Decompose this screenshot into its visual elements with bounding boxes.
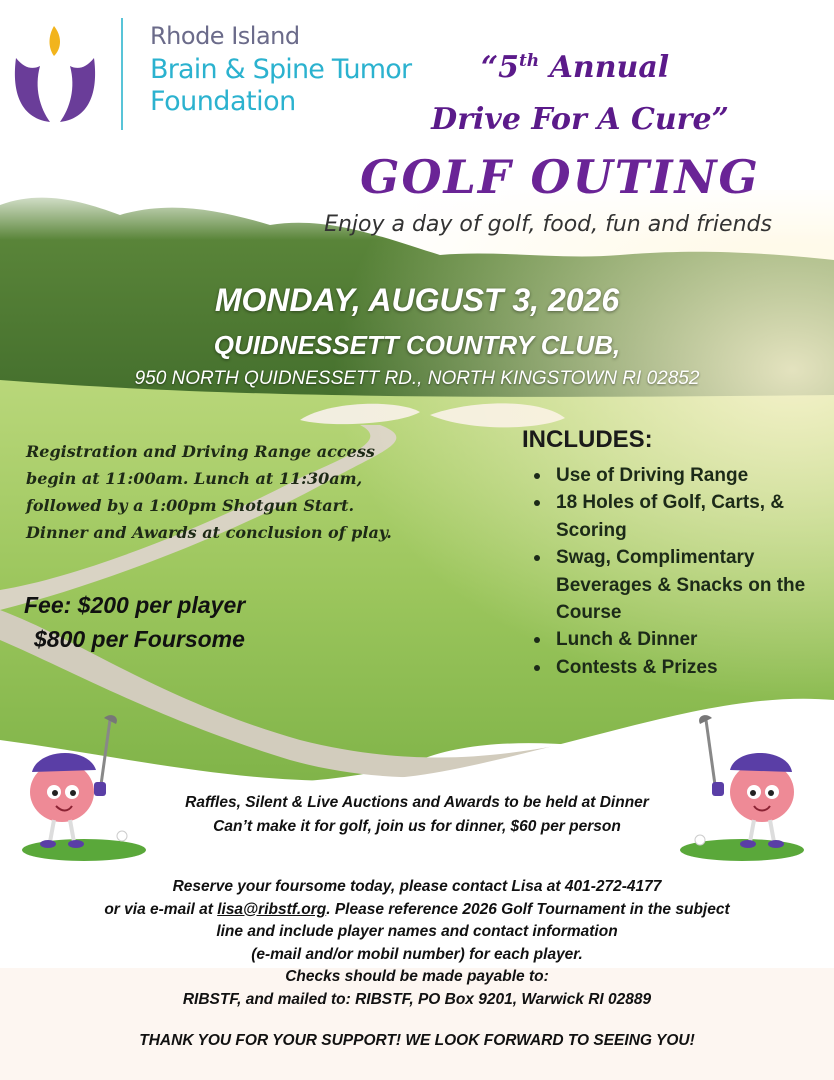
- fee-per-foursome: $800 per Foursome: [34, 626, 245, 652]
- list-item: Lunch & Dinner: [530, 626, 820, 653]
- schedule-text: Registration and Driving Range access begin at 11:00am. Lunch at 11:30am, followed by a 1:00pm Shotgun Start. Dinner and Awards at conclusion of play.: [26, 442, 392, 542]
- closing-message: THANK YOU FOR YOUR SUPPORT! WE LOOK FORWARD TO SEEING YOU!: [139, 1032, 695, 1049]
- includes-title: INCLUDES:: [522, 426, 653, 453]
- brain-golfer-mascot-right-icon: [676, 712, 808, 862]
- raffles-text: Raffles, Silent & Live Auctions and Awards to be held at Dinner: [185, 794, 649, 811]
- contact-line: or via e-mail at lisa@ribstf.org. Please reference 2026 Golf Tournament in the subject: [104, 900, 730, 918]
- list-item: Contests & Prizes: [530, 654, 820, 681]
- org-name-line3: Foundation: [150, 86, 296, 117]
- event-title-line1: “5th Annual: [480, 50, 670, 85]
- includes-list: [530, 462, 820, 681]
- event-venue: QUIDNESSETT COUNTRY CLUB,: [213, 330, 621, 360]
- foundation-logo-icon: [10, 18, 100, 130]
- brain-golfer-mascot-left-icon: [18, 712, 150, 862]
- org-name-line2: Brain & Spine Tumor: [150, 54, 412, 85]
- list-item: Swag, Complimentary Beverages & Snacks on the Course: [530, 544, 820, 626]
- contact-block: [0, 876, 834, 1011]
- list-item: Use of Driving Range: [530, 462, 820, 489]
- email-link[interactable]: lisa@ribstf.org: [217, 900, 327, 918]
- fee-per-player: Fee: $200 per player: [24, 592, 246, 618]
- contact-line: Checks should be made payable to:: [285, 968, 549, 985]
- logo-divider: [121, 18, 123, 130]
- event-heading: GOLF OUTING: [360, 150, 760, 204]
- event-title-line2: Drive For A Cure”: [431, 102, 729, 137]
- event-address: 950 NORTH QUIDNESSETT RD., NORTH KINGSTOWN RI 02852: [134, 368, 700, 389]
- list-item: 18 Holes of Golf, Carts, & Scoring: [530, 489, 820, 544]
- dinner-only-text: Can’t make it for golf, join us for dinner, $60 per person: [213, 818, 621, 835]
- contact-line: RIBSTF, and mailed to: RIBSTF, PO Box 9201, Warwick RI 02889: [182, 990, 652, 1008]
- contact-line: Reserve your foursome today, please contact Lisa at 401-272-4177: [172, 878, 662, 895]
- contact-line: line and include player names and contact information: [216, 923, 618, 940]
- event-date: MONDAY, AUGUST 3, 2026: [214, 282, 620, 318]
- org-name-line1: Rhode Island: [150, 22, 300, 50]
- event-tagline: Enjoy a day of golf, food, fun and friends: [324, 212, 772, 237]
- contact-line: (e-mail and/or mobil number) for each player.: [251, 945, 583, 963]
